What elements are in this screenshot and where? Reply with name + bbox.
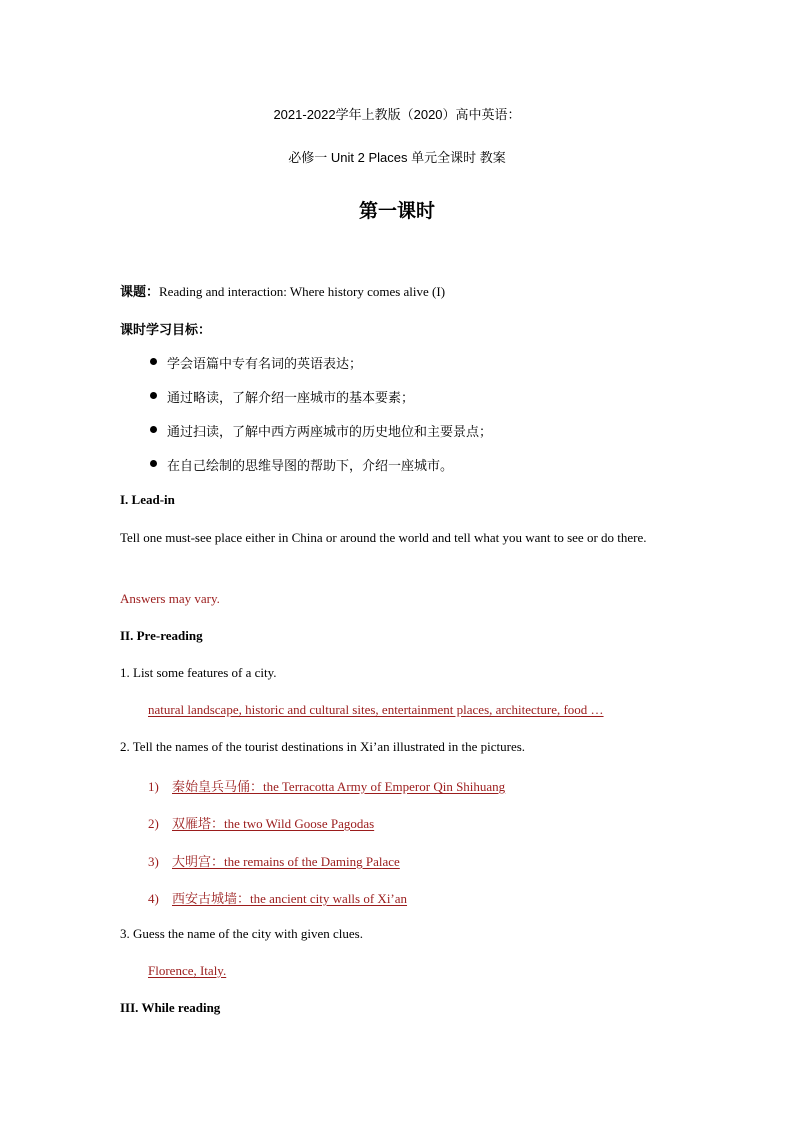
header-line-1: 2021-2022学年上教版（2020）高中英语： bbox=[273, 107, 521, 122]
list-number: 2) bbox=[148, 816, 159, 831]
lead-in-heading: I. Lead-in bbox=[120, 492, 175, 507]
list-number: 1) bbox=[148, 779, 159, 794]
while-reading-heading: III. While reading bbox=[120, 1000, 221, 1015]
objective-item: 在自己绘制的思维导图的帮助下，介绍一座城市。 bbox=[167, 459, 454, 474]
pre-reading-answer-1: natural landscape, historic and cultural sites, entertainment places, architecture, food … bbox=[148, 702, 604, 717]
destination-item bbox=[148, 813, 374, 832]
lesson-title: 第一课时 bbox=[358, 200, 435, 222]
destination-item bbox=[148, 851, 400, 870]
lead-in-answer: Answers may vary. bbox=[120, 591, 220, 606]
lead-in-prompt: Tell one must-see place either in China or around the world and tell what you want to see or do there. bbox=[120, 530, 647, 545]
objective-item: 通过扫读，了解中西方两座城市的历史地位和主要景点； bbox=[167, 425, 493, 440]
pre-reading-heading: II. Pre-reading bbox=[120, 628, 203, 643]
bullet-icon bbox=[150, 392, 157, 399]
destination-item bbox=[148, 776, 505, 795]
destination-text: 大明宫：the remains of the Daming Palace bbox=[172, 854, 400, 869]
pre-reading-question-3: 3. Guess the name of the city with given clues. bbox=[120, 926, 363, 941]
destination-text: 秦始皇兵马俑：the Terracotta Army of Emperor Qin Shihuang bbox=[172, 779, 506, 794]
bullet-icon bbox=[150, 358, 157, 365]
bullet-icon bbox=[150, 426, 157, 433]
objective-item: 通过略读，了解介绍一座城市的基本要素； bbox=[167, 391, 415, 406]
bullet-icon bbox=[150, 460, 157, 467]
topic-line bbox=[120, 281, 445, 300]
header-line-2: 必修一 Unit 2 Places 单元全课时 教案 bbox=[288, 150, 506, 165]
list-number: 3) bbox=[148, 854, 159, 869]
pre-reading-question-1: 1. List some features of a city. bbox=[120, 665, 277, 680]
objective-item: 学会语篇中专有名词的英语表达； bbox=[167, 357, 363, 372]
destination-text: 西安古城墙：the ancient city walls of Xi’an bbox=[172, 891, 408, 906]
topic-text: Reading and interaction: Where history comes alive (I) bbox=[159, 284, 446, 299]
destination-text: 双雁塔：the two Wild Goose Pagodas bbox=[172, 816, 375, 831]
pre-reading-answer-3: Florence, Italy. bbox=[148, 963, 227, 978]
objectives-label: 课时学习目标： bbox=[120, 323, 212, 338]
list-number: 4) bbox=[148, 891, 159, 906]
pre-reading-question-2: 2. Tell the names of the tourist destinations in Xi’an illustrated in the pictures. bbox=[120, 739, 526, 754]
destination-item bbox=[148, 888, 407, 907]
topic-label: 课题： bbox=[120, 285, 160, 300]
